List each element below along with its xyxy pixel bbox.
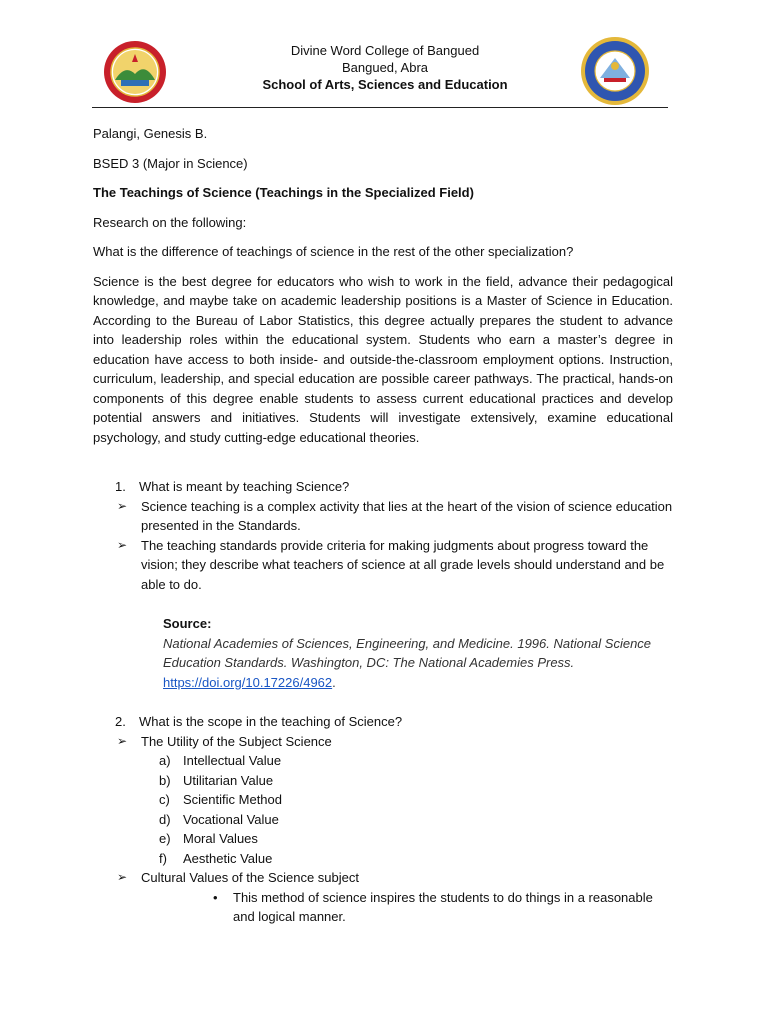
question-2 bbox=[93, 712, 673, 732]
question-1-text: What is meant by teaching Science? bbox=[139, 479, 350, 494]
school-name: School of Arts, Sciences and Education bbox=[262, 77, 508, 92]
header-text bbox=[220, 42, 550, 93]
source-label: Source: bbox=[163, 616, 212, 631]
list-item: e) Moral Values bbox=[159, 831, 258, 846]
source-link[interactable]: https://doi.org/10.17226/4962 bbox=[163, 674, 333, 690]
college-location: Bangued, Abra bbox=[341, 60, 429, 75]
student-program: BSED 3 (Major in Science) bbox=[93, 155, 248, 171]
question-2-text: What is the scope in the teaching of Science? bbox=[139, 714, 403, 729]
college-name: Divine Word College of Bangued bbox=[290, 43, 480, 58]
document-header bbox=[0, 36, 768, 108]
source-citation: National Academies of Sciences, Engineering, and Medicine. 1996. National Science Education Standards. Washington, DC: The National Academies Press. https://doi.org/10.17226/4962. bbox=[163, 635, 652, 690]
bullet-dot-icon: • bbox=[213, 889, 218, 905]
arrow-bullet-icon: ➢ bbox=[117, 498, 128, 513]
question-2-points-b bbox=[93, 868, 673, 888]
arrow-bullet-icon: ➢ bbox=[117, 870, 128, 884]
list-item: ➢ Science teaching is a complex activity that lies at the heart of the vision of science education presented in the Standards. bbox=[117, 498, 673, 533]
answer-paragraph: Science is the best degree for educators who wish to work in the field, advance their pedagogical knowledge, and maybe take on academic leadership positions is a Master of Science in Education. According to the Bureau of Labor Statistics, this degree actually prepares the student to advance into leadership roles within the educational system. Students who earn a master’s degree in education have access to both inside- and outside-the-classroom employment options. Instruction, curriculum, leadership, and special education are possible career pathways. The practical, hands-on components of this degree enable students to assess current educational practices and develop potential answers and initiatives. Students will investigate extensively, examine educational psychology, and study cutting-edge educational theories. bbox=[93, 273, 673, 445]
list-item: c) Scientific Method bbox=[159, 792, 282, 807]
question-2-number: 2. bbox=[115, 714, 126, 729]
question-1 bbox=[93, 477, 673, 497]
arrow-bullet-icon: ➢ bbox=[117, 537, 128, 552]
school-seal-icon bbox=[580, 36, 650, 106]
question-1-points bbox=[93, 497, 673, 595]
research-prompt: Research on the following: bbox=[93, 214, 247, 230]
list-item: a) Intellectual Value bbox=[159, 753, 282, 768]
list-item: ➢ The teaching standards provide criteria for making judgments about progress toward the vision; they describe what teachers of science at all grade levels should understand and be able to do. bbox=[117, 537, 665, 592]
header-divider bbox=[92, 107, 668, 108]
arrow-bullet-icon: ➢ bbox=[117, 733, 128, 748]
list-item: f) Aesthetic Value bbox=[159, 850, 273, 866]
list-item: • This method of science inspires the students to do things in a reasonable and logical manner. bbox=[213, 889, 653, 924]
list-item: b) Utilitarian Value bbox=[159, 772, 274, 788]
document-title: The Teachings of Science (Teachings in the Specialized Field) bbox=[93, 185, 474, 200]
list-item: d) Vocational Value bbox=[159, 811, 279, 827]
source-block bbox=[93, 614, 673, 692]
values-list bbox=[93, 751, 673, 868]
question-2-points bbox=[93, 732, 673, 752]
college-seal-icon bbox=[103, 40, 167, 104]
student-name: Palangi, Genesis B. bbox=[93, 126, 208, 141]
cultural-values-list bbox=[93, 888, 673, 927]
document-body bbox=[93, 124, 673, 927]
list-item: ➢ Cultural Values of the Science subject bbox=[139, 868, 673, 888]
list-item: ➢ The Utility of the Subject Science bbox=[139, 732, 673, 752]
question-1-number: 1. bbox=[115, 479, 126, 494]
question-difference: What is the difference of teachings of science in the rest of the other specialization? bbox=[93, 244, 574, 259]
